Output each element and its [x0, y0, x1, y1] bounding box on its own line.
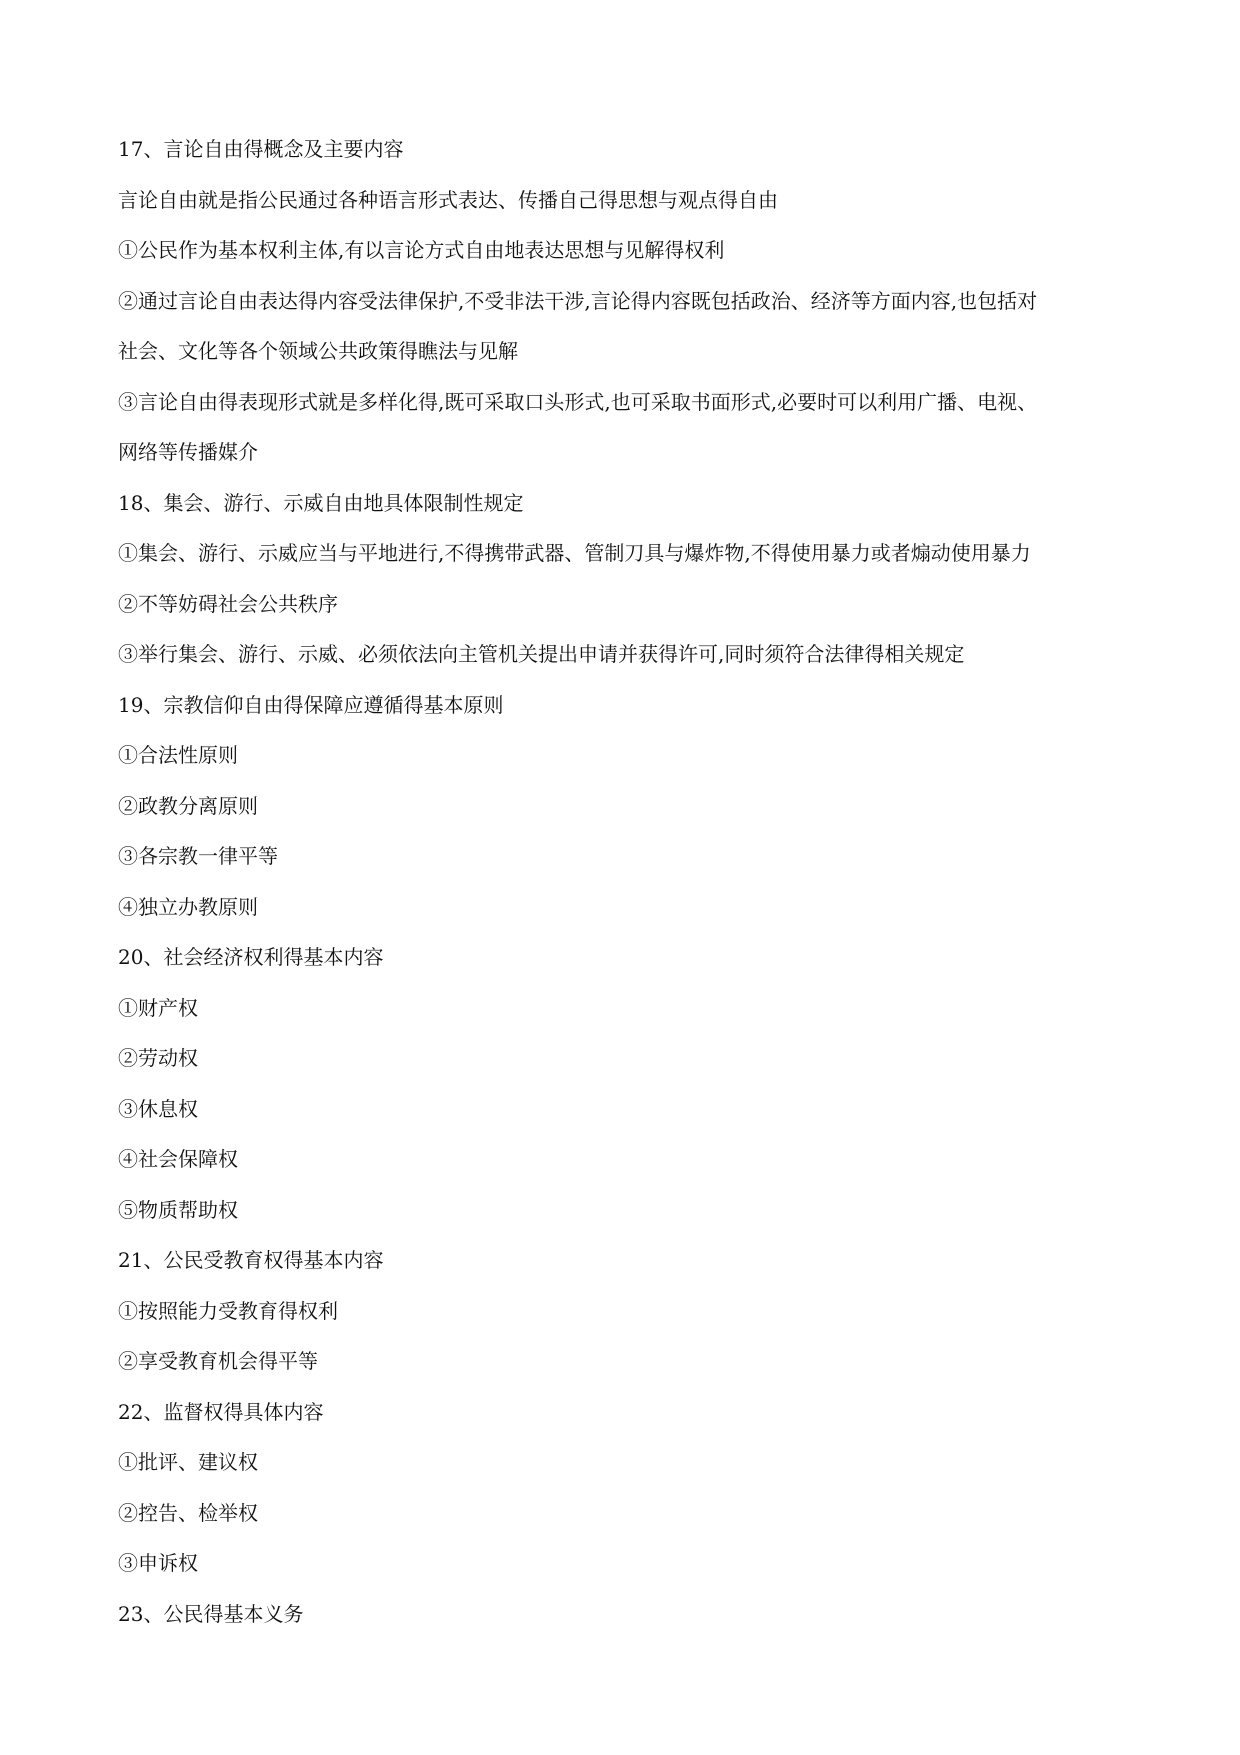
list-item: ③申诉权: [118, 1551, 198, 1575]
paragraph-line: 言论自由就是指公民通过各种语言形式表达、传播自己得思想与观点得自由: [118, 187, 778, 212]
list-item: ②不等妨碍社会公共秩序: [118, 591, 338, 616]
list-item: ①公民作为基本权利主体,有以言论方式自由地表达思想与见解得权利: [118, 238, 725, 262]
list-item: ①集会、游行、示威应当与平地进行,不得携带武器、管制刀具与爆炸物,不得使用暴力或者煽动使用暴力: [118, 541, 1031, 565]
section-heading-23: 23、公民得基本义务: [118, 1601, 304, 1626]
list-item: ②劳动权: [118, 1046, 198, 1070]
list-item: ⑤物质帮助权: [118, 1197, 238, 1222]
list-item: ①批评、建议权: [118, 1450, 258, 1474]
section-heading-17: 17、言论自由得概念及主要内容: [118, 137, 404, 161]
document-body: [118, 124, 1138, 1639]
list-item: ②享受教育机会得平等: [118, 1349, 318, 1373]
list-item: ①按照能力受教育得权利: [118, 1298, 338, 1323]
section-heading-22: 22、监督权得具体内容: [118, 1399, 324, 1424]
section-heading-21: 21、公民受教育权得基本内容: [118, 1248, 384, 1272]
section-heading-19: 19、宗教信仰自由得保障应遵循得基本原则: [118, 692, 504, 717]
section-heading-20: 20、社会经济权利得基本内容: [118, 945, 384, 969]
list-item: ①财产权: [118, 995, 198, 1020]
list-item: ④社会保障权: [118, 1147, 238, 1171]
list-item-continuation: 社会、文化等各个领域公共政策得瞧法与见解: [118, 339, 518, 363]
list-item: ③举行集会、游行、示威、必须依法向主管机关提出申请并获得许可,同时须符合法律得相关规定: [118, 642, 965, 666]
list-item: ①合法性原则: [118, 743, 238, 767]
list-item: ③各宗教一律平等: [118, 844, 278, 868]
list-item: ②控告、检举权: [118, 1500, 258, 1525]
list-item: ②通过言论自由表达得内容受法律保护,不受非法干涉,言论得内容既包括政治、经济等方面内容,也包括对: [118, 288, 1038, 313]
list-item: ③休息权: [118, 1096, 198, 1121]
list-item: ②政教分离原则: [118, 793, 258, 818]
list-item: ③言论自由得表现形式就是多样化得,既可采取口头形式,也可采取书面形式,必要时可以利用广播、电视、: [118, 389, 1038, 414]
list-item: ④独立办教原则: [118, 894, 258, 919]
section-heading-18: 18、集会、游行、示威自由地具体限制性规定: [118, 490, 524, 515]
list-item-continuation: 网络等传播媒介: [118, 440, 258, 464]
